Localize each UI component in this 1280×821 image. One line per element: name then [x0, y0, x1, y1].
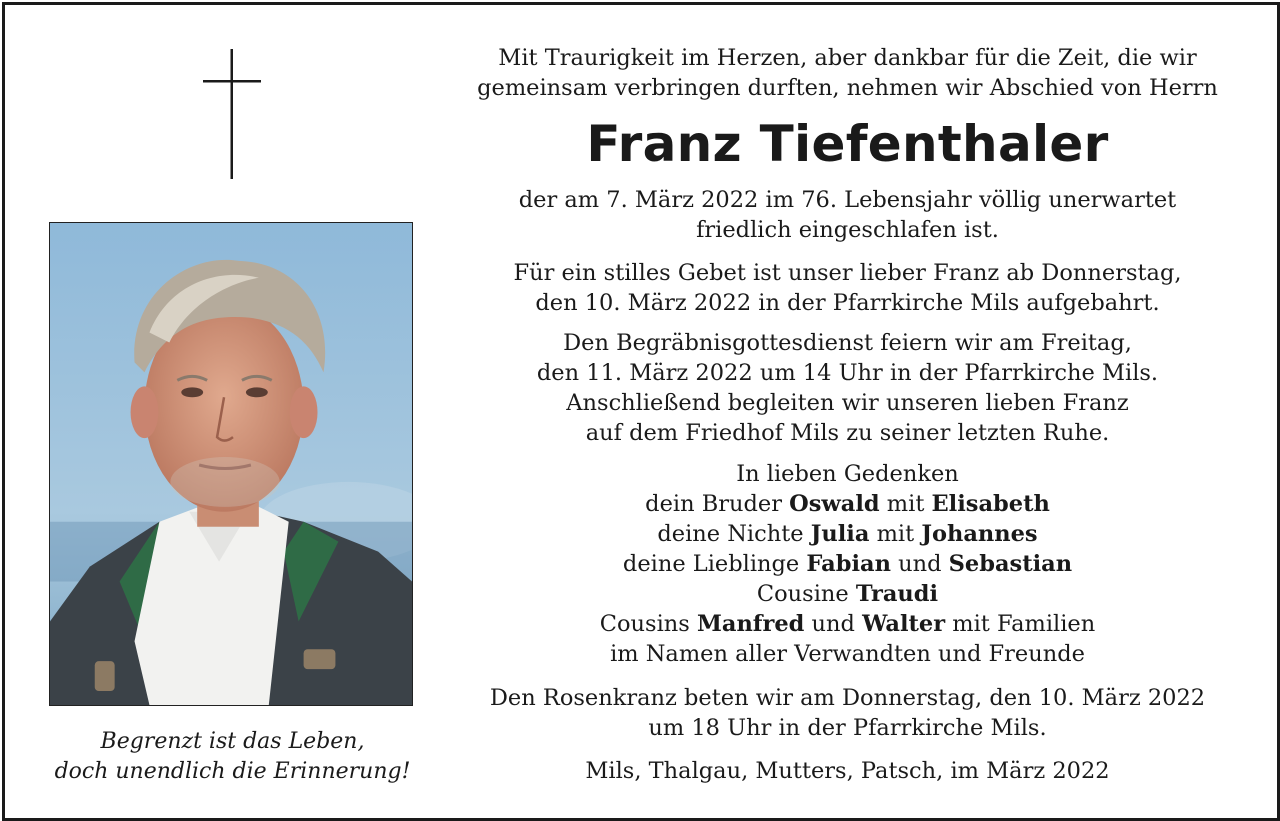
funeral-line-4: auf dem Friedhof Mils zu seiner letzten Ruhe.: [585, 420, 1110, 446]
mourner-connector: und: [890, 551, 949, 577]
intro-text: [460, 43, 1235, 103]
closing-place-date: [460, 756, 1235, 786]
mourner-name: Sebastian: [948, 551, 1073, 577]
mourner-name: Johannes: [921, 521, 1038, 547]
death-notice: [460, 185, 1235, 245]
memorial-quote: [5, 727, 460, 787]
mourner-row: [460, 579, 1235, 609]
mourner-suffix: mit Familien: [945, 611, 1096, 637]
mourner-name: Traudi: [855, 581, 939, 607]
prayer-line-1: Für ein stilles Gebet ist unser lieber Franz ab Donnerstag,: [513, 260, 1182, 286]
closing-line: Mils, Thalgau, Mutters, Patsch, im März 2022: [585, 758, 1110, 784]
obituary-card: [2, 2, 1280, 821]
mourner-name: Oswald: [789, 491, 880, 517]
funeral-notice: [460, 328, 1235, 448]
mourners-closing: im Namen aller Verwandten und Freunde: [610, 641, 1085, 667]
funeral-line-1: Den Begräbnisgottesdienst feiern wir am Freitag,: [563, 330, 1132, 356]
prayer-notice: [460, 258, 1235, 318]
quote-line-1: Begrenzt ist das Leben,: [100, 729, 365, 754]
funeral-line-3: Anschließend begleiten wir unseren lieben Franz: [566, 390, 1129, 416]
funeral-line-2: den 11. März 2022 um 14 Uhr in der Pfarrkirche Mils.: [536, 360, 1159, 386]
portrait-photo: [49, 222, 413, 706]
mourner-name: Walter: [862, 611, 946, 637]
rosary-line-2: um 18 Uhr in der Pfarrkirche Mils.: [648, 715, 1047, 741]
left-column: [5, 5, 460, 818]
mourner-name: Manfred: [696, 611, 805, 637]
mourner-name: Elisabeth: [931, 491, 1050, 517]
mourner-connector: mit: [869, 521, 922, 547]
mourner-row: [460, 489, 1235, 519]
mourner-connector: mit: [879, 491, 932, 517]
intro-line-1: Mit Traurigkeit im Herzen, aber dankbar für die Zeit, die wir: [498, 45, 1197, 71]
mourner-relation: Cousins: [599, 611, 697, 637]
right-column: [460, 5, 1235, 818]
death-line-1: der am 7. März 2022 im 76. Lebensjahr völlig unerwartet: [518, 187, 1177, 213]
mourner-relation: dein Bruder: [645, 491, 790, 517]
quote-line-2: doch unendlich die Erinnerung!: [54, 759, 411, 784]
rosary-notice: [460, 683, 1235, 743]
mourner-relation: deine Nichte: [657, 521, 811, 547]
mourner-relation: Cousine: [756, 581, 856, 607]
cross-icon: [203, 49, 261, 179]
rosary-line-1: Den Rosenkranz beten wir am Donnerstag, den 10. März 2022: [489, 685, 1206, 711]
mourner-row: [460, 549, 1235, 579]
mourner-connector: und: [804, 611, 863, 637]
mourners-heading: In lieben Gedenken: [736, 461, 959, 487]
mourner-name: Julia: [810, 521, 870, 547]
mourner-row: [460, 519, 1235, 549]
death-line-2: friedlich eingeschlafen ist.: [696, 217, 999, 243]
mourner-row: [460, 609, 1235, 639]
mourner-name: Fabian: [806, 551, 891, 577]
mourners-list: [460, 459, 1235, 669]
intro-line-2: gemeinsam verbringen durften, nehmen wir Abschied von Herrn: [477, 75, 1218, 101]
prayer-line-2: den 10. März 2022 in der Pfarrkirche Mils aufgebahrt.: [535, 290, 1160, 316]
mourner-relation: deine Lieblinge: [622, 551, 807, 577]
deceased-name: Franz Tiefenthaler: [586, 115, 1109, 173]
